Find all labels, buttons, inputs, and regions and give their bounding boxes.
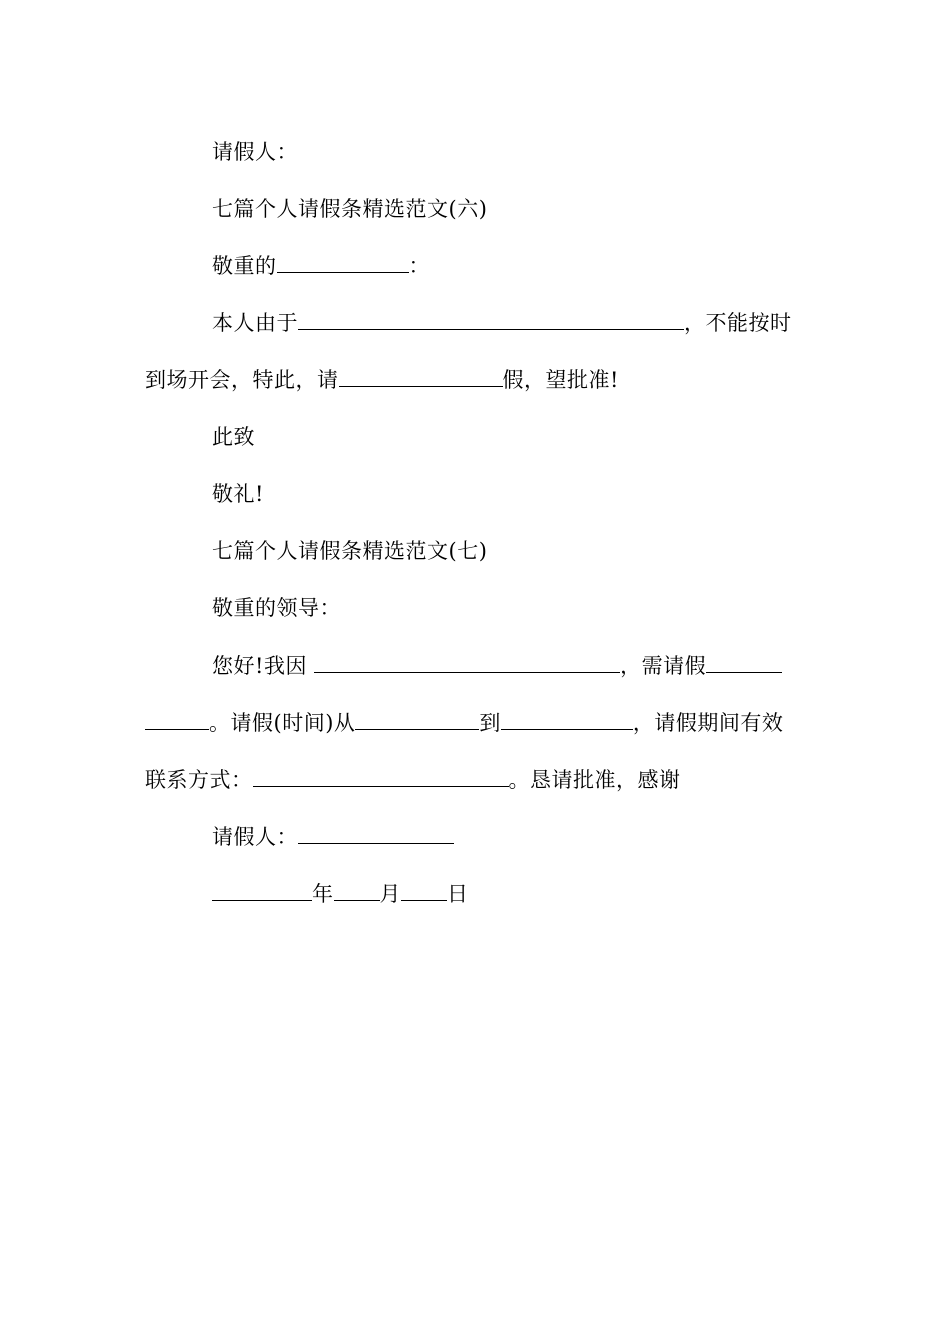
body2-suffix: 假，望批准! <box>502 368 619 392</box>
closing-line1 <box>212 423 255 451</box>
salutation-suffix: ： <box>408 254 430 278</box>
sample6-salutation <box>212 252 430 280</box>
body1-suffix: ，不能按时 <box>684 311 792 335</box>
closing-line2 <box>212 480 264 508</box>
contact-blank <box>253 768 509 787</box>
sample7-applicant <box>212 823 454 851</box>
closing2-text: 敬礼! <box>212 482 264 506</box>
sample6-title <box>212 195 487 223</box>
reason-blank-7 <box>314 654 620 673</box>
applicant-label-top <box>212 138 298 166</box>
salutation-prefix: 敬重的 <box>212 254 277 278</box>
leave-days-blank-end <box>145 711 209 730</box>
applicant-label-text: 请假人： <box>212 140 298 164</box>
sample6-body-line2 <box>145 366 619 394</box>
day-label: 日 <box>447 882 469 906</box>
month-blank <box>334 882 380 901</box>
sample7-title-text: 七篇个人请假条精选范文(七) <box>212 539 488 563</box>
applicant-label: 请假人： <box>212 825 298 849</box>
p1-prefix: 您好!我因 <box>212 654 315 678</box>
recipient-blank <box>277 254 409 273</box>
sample6-title-text: 七篇个人请假条精选范文(六) <box>212 197 488 221</box>
leave-type-blank <box>339 368 503 387</box>
p2-c: ，请假期间有效 <box>632 711 784 735</box>
sample7-body-line1 <box>212 652 782 680</box>
p3-suffix: 。恳请批准，感谢 <box>508 768 681 792</box>
date-line <box>212 880 469 908</box>
to-date-blank <box>501 711 633 730</box>
sample7-body-line2 <box>145 709 783 737</box>
leave-days-blank-start <box>706 654 782 673</box>
sample7-salutation <box>212 594 341 622</box>
body1-prefix: 本人由于 <box>212 311 298 335</box>
sample7-body-line3 <box>145 766 681 794</box>
reason-blank <box>298 311 684 330</box>
p2-b: 到 <box>479 711 501 735</box>
year-blank <box>212 882 312 901</box>
body2-prefix: 到场开会，特此，请 <box>145 368 339 392</box>
closing1-text: 此致 <box>212 425 255 449</box>
from-date-blank <box>355 711 479 730</box>
p2-a: 。请假(时间)从 <box>209 711 356 735</box>
sample7-salutation-text: 敬重的领导： <box>212 596 341 620</box>
p3-prefix: 联系方式： <box>145 768 253 792</box>
applicant-name-blank <box>298 825 454 844</box>
sample6-body-line1 <box>212 309 792 337</box>
month-label: 月 <box>379 882 401 906</box>
p1-mid: ，需请假 <box>620 654 707 678</box>
year-label: 年 <box>312 882 334 906</box>
day-blank <box>401 882 447 901</box>
sample7-title <box>212 537 487 565</box>
